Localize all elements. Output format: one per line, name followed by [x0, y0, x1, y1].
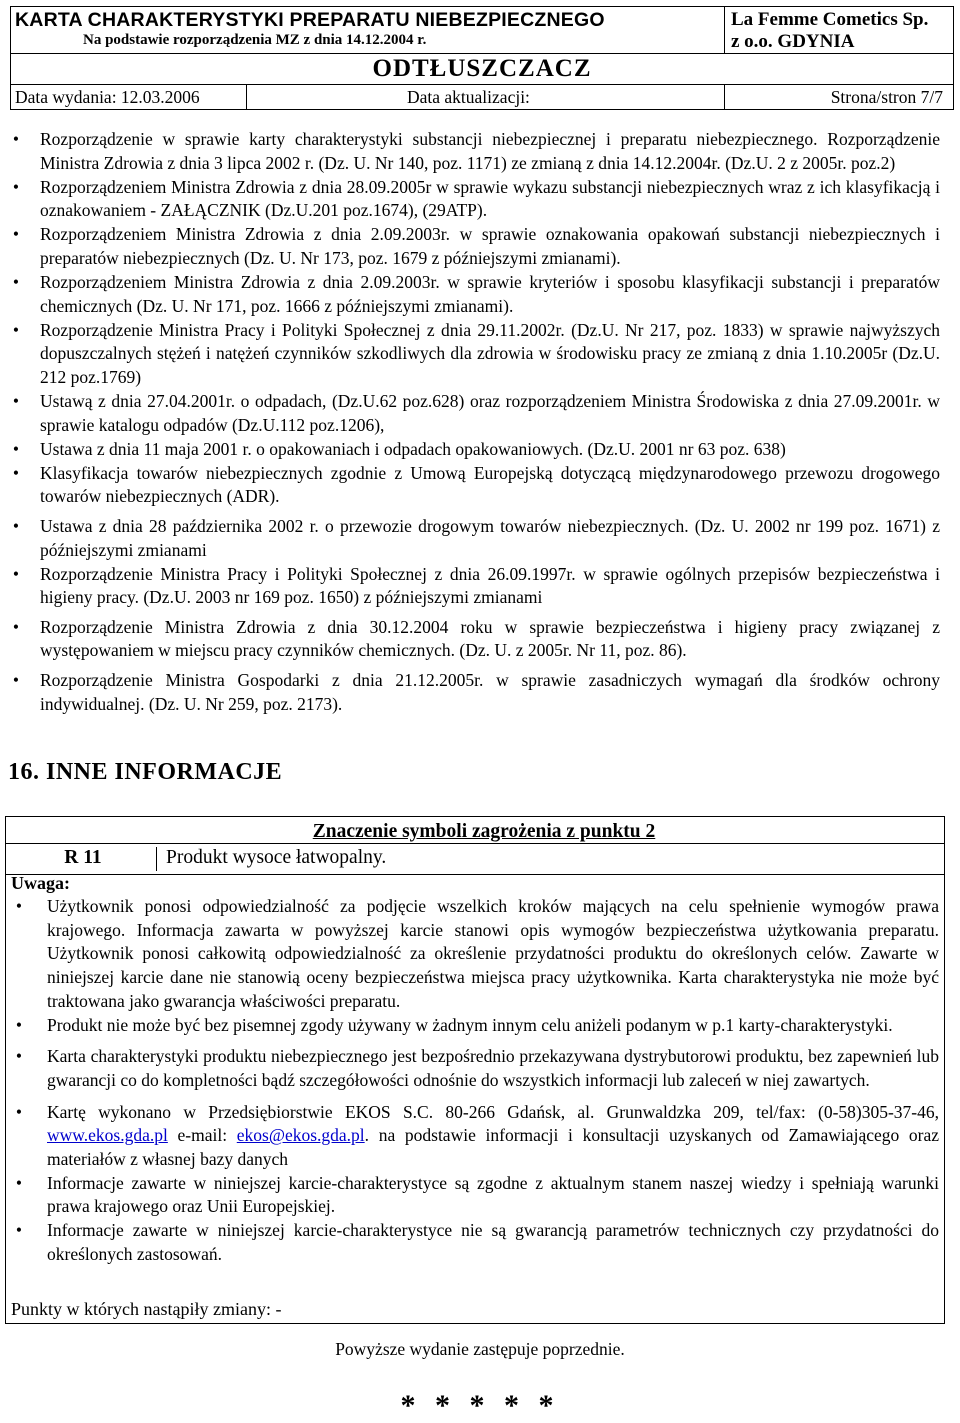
symbol-code: R 11	[10, 847, 157, 871]
changes-note: Punkty w których nastąpiły zmiany: -	[11, 1299, 282, 1319]
update-date: Data aktualizacji:	[247, 85, 725, 109]
list-item: • Rozporządzenie w sprawie karty charakterystyki substancji niebezpiecznej i preparatu niebezpiecznego. Rozporządzenie Ministra Zdrowia z dnia 3 lipca 2002 r. (Dz. U. Nr 140, poz. 1171) ze zmianą z dnia 14.12.2004r. (Dz.U. 2 z 2005r. poz.2)	[8, 128, 940, 175]
legal-basis: Na podstawie rozporządzenia MZ z dnia 14.12.2004 r.	[83, 32, 427, 48]
list-item	[11, 1101, 939, 1172]
bullet-icon: •	[15, 1220, 23, 1241]
email-label: e-mail:	[177, 1125, 228, 1146]
symbol-row	[6, 843, 944, 875]
list-item: • Rozporządzenie Ministra Zdrowia z dnia 30.12.2004 roku w sprawie bezpieczeństwa i higieny pracy związanej z występowaniem w miejscu pracy czynników chemicznych. (Dz. U. z 2005r. Nr 11, poz. 86).	[8, 616, 940, 663]
symbol-description: Produkt wysoce łatwopalny.	[166, 847, 387, 868]
bullet-icon: •	[12, 176, 20, 197]
ekos-email-link[interactable]: ekos@ekos.gda.pl	[236, 1125, 365, 1146]
ekos-suffix: . na podstawie informacji i konsultacji uzyskanych od Zamawiającego oraz materiałów z własnej bazy danych	[47, 1125, 940, 1170]
symbols-title: Znaczenie symboli zagrożenia z punktu 2	[312, 821, 656, 842]
list-item: • Rozporządzenie Ministra Pracy i Polityki Społecznej z dnia 29.11.2002r. (Dz.U. Nr 217, poz. 1833) w sprawie najwyższych dopuszczalnych stężeń i natężeń czynników szkodliwych dla zdrowia w środowisku pracy ze zmianą z dnia 1.10.2005r (Dz.U. 212 poz.1769)	[8, 319, 940, 390]
bullet-icon: •	[12, 670, 20, 691]
bullet-icon: •	[15, 1172, 23, 1193]
other-information-box	[5, 816, 945, 1324]
list-item: • Ustawa z dnia 11 maja 2001 r. o opakowaniach i odpadach opakowaniowych. (Dz.U. 2001 nr 63 poz. 638)	[8, 438, 940, 462]
notice-label: Uwaga:	[11, 873, 70, 893]
notes-list	[11, 895, 939, 1267]
company-name: La Femme Cometics Sp.	[731, 9, 929, 30]
bullet-icon: •	[15, 896, 23, 916]
bullet-icon: •	[12, 272, 20, 293]
bullet-icon: •	[12, 129, 20, 149]
supersedes-note: Powyższe wydanie zastępuje poprzednie.	[335, 1339, 625, 1359]
bullet-icon: •	[12, 563, 20, 584]
list-item: • Klasyfikacja towarów niebezpiecznych zgodnie z Umową Europejską dotyczącą międzynarodowego przewozu drogowego towarów niebezpiecznych (ADR).	[8, 462, 940, 509]
list-item: • Produkt nie może być bez pisemnej zgody używany w żadnym innym celu aniżeli podanym w p.1 karty-charakterystyki.	[11, 1014, 939, 1038]
bullet-icon: •	[15, 1046, 23, 1067]
ekos-website-link[interactable]: www.ekos.gda.pl	[47, 1125, 168, 1146]
bullet-icon: •	[12, 319, 20, 340]
product-name: ODTŁUSZCZACZ	[11, 54, 953, 85]
bullet-icon: •	[12, 516, 20, 536]
list-item: • Rozporządzeniem Ministra Zdrowia z dnia 28.09.2005r w sprawie wykazu substancji niebezpiecznych wraz z ich klasyfikacją i oznakowaniem - ZAŁĄCZNIK (Dz.U.201 poz.1674), (29ATP).	[8, 176, 940, 223]
list-item: • Karta charakterystyki produktu niebezpiecznego jest bezpośrednio przekazywana dystrybutorowi produktu, bez zapewnień lub gwarancji co do kompletności bądź szczegółowości odnośnie do wszystkich informacji lub zaleceń w niej zawartych.	[11, 1045, 939, 1092]
end-marker: * * * * *	[400, 1389, 560, 1422]
list-item: • Użytkownik ponosi odpowiedzialność za podjęcie wszelkich kroków mających na celu spełnienie wymogów prawa krajowego. Informacja zawarta w powyższej karcie stanowi opis wymogów bezpieczeństwa użytkowania preparatu. Użytkownik ponosi całkowitą odpowiedzialność za określenie przydatności produktu do określonych celów. Zawarte w niniejszej karcie dane nie stanowią oceny bezpieczeństwa miejsca pracy użytkownika. Karta charakterystyka nie może być traktowana jako gwarancja właściwości preparatu.	[11, 895, 939, 1014]
list-item: • Informacje zawarte w niniejszej karcie-charakterystyce są zgodne z aktualnym stanem naszej wiedzy i spełniają warunki prawa krajowego oraz Unii Europejskiej.	[11, 1172, 939, 1219]
document-header	[10, 6, 954, 110]
list-item: • Ustawą z dnia 27.04.2001r. o odpadach, (Dz.U.62 poz.628) oraz rozporządzeniem Ministra Środowiska z dnia 27.09.2001r. w sprawie katalogu odpadów (Dz.U.112 poz.1206),	[8, 390, 940, 437]
bullet-icon: •	[15, 1101, 23, 1122]
ekos-prefix: Kartę wykonano w Przedsiębiorstwie EKOS S.C. 80-266 Gdańsk, al. Grunwaldzka 209, tel/fax: (0-58)305-37-46,	[47, 1101, 939, 1122]
list-item: • Rozporządzenie Ministra Gospodarki z dnia 21.12.2005r. w sprawie zasadniczych wymagań dla środków ochrony indywidualnej. (Dz. U. Nr 259, poz. 2173).	[8, 669, 940, 716]
bullet-icon: •	[12, 438, 20, 459]
list-item: • Rozporządzeniem Ministra Zdrowia z dnia 2.09.2003r. w sprawie kryteriów i sposobu klasyfikacji substancji i preparatów chemicznych (Dz. U. Nr 171, poz. 1666 z późniejszymi zmianami).	[8, 271, 940, 318]
list-item: • Rozporządzenie Ministra Pracy i Polityki Społecznej z dnia 26.09.1997r. w sprawie ogólnych przepisów bezpieczeństwa i higieny pracy. (Dz.U. 2003 nr 169 poz. 1650) z późniejszymi zmianami	[8, 563, 940, 610]
list-item: • Informacje zawarte w niniejszej karcie-charakterystyce nie są gwarancją parametrów technicznych czy przydatności do określonych zastosowań.	[11, 1219, 939, 1266]
bullet-icon: •	[15, 1014, 23, 1035]
bullet-icon: •	[12, 391, 20, 412]
section-heading: 16. INNE INFORMACJE	[8, 759, 283, 785]
bullet-icon: •	[12, 462, 20, 483]
company-location: z o.o. GDYNIA	[731, 31, 855, 52]
list-item: • Rozporządzeniem Ministra Zdrowia z dnia 2.09.2003r. w sprawie oznakowania opakowań substancji niebezpiecznych i preparatów niebezpiecznych (Dz. U. Nr 173, poz. 1679 z późniejszymi zmianami).	[8, 223, 940, 270]
regulations-list	[8, 128, 940, 717]
bullet-icon: •	[12, 616, 20, 637]
issue-date: Data wydania: 12.03.2006	[11, 85, 247, 109]
document-title: KARTA CHARAKTERYSTYKI PREPARATU NIEBEZPIECZNEGO	[15, 9, 605, 31]
page-number: Strona/stron 7/7	[830, 87, 943, 107]
bullet-icon: •	[12, 224, 20, 245]
list-item: • Ustawa z dnia 28 października 2002 r. o przewozie drogowym towarów niebezpiecznych. (Dz. U. 2002 nr 199 poz. 1671) z późniejszymi zmianami	[8, 515, 940, 562]
